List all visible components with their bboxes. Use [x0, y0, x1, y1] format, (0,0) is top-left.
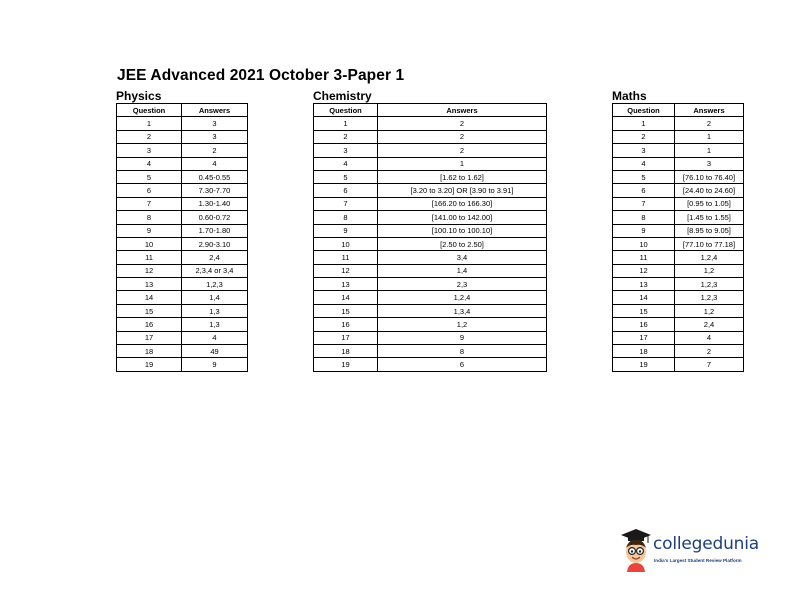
question-number-cell: 12	[117, 264, 182, 277]
column-header-question: Question	[117, 104, 182, 117]
table-row	[117, 117, 248, 130]
answer-cell: 1	[378, 157, 547, 170]
table-row	[117, 211, 248, 224]
question-number-cell: 4	[117, 157, 182, 170]
question-number-cell: 14	[117, 291, 182, 304]
collegedunia-logo	[619, 526, 759, 574]
question-number-cell: 16	[314, 318, 378, 331]
question-number-cell: 16	[613, 318, 675, 331]
question-number-cell: 5	[613, 170, 675, 183]
question-number-cell: 3	[314, 144, 378, 157]
question-number-cell: 16	[117, 318, 182, 331]
table-row	[314, 197, 547, 210]
question-number-cell: 2	[314, 130, 378, 143]
answer-cell: 1,3	[182, 318, 248, 331]
chemistry-section	[313, 89, 547, 372]
answer-cell: 2,3,4 or 3,4	[182, 264, 248, 277]
question-number-cell: 13	[613, 278, 675, 291]
answer-cell: 2,3	[378, 278, 547, 291]
question-number-cell: 9	[117, 224, 182, 237]
question-number-cell: 11	[314, 251, 378, 264]
table-row	[613, 304, 744, 317]
answer-cell: 4	[182, 331, 248, 344]
question-number-cell: 1	[613, 117, 675, 130]
answer-cell: 1,2	[675, 264, 744, 277]
table-row	[613, 264, 744, 277]
table-row	[314, 130, 547, 143]
answer-cell: [166.20 to 166.30]	[378, 197, 547, 210]
question-number-cell: 18	[613, 345, 675, 358]
question-number-cell: 3	[613, 144, 675, 157]
question-number-cell: 5	[117, 170, 182, 183]
table-row	[117, 157, 248, 170]
section-heading: Chemistry	[313, 89, 372, 103]
logo-tagline: India's Largest Student Review Platform	[654, 558, 742, 563]
table-row	[613, 358, 744, 371]
maths-section	[612, 89, 744, 372]
answer-cell: 2,4	[675, 318, 744, 331]
table-row	[117, 184, 248, 197]
table-row	[314, 157, 547, 170]
question-number-cell: 10	[613, 237, 675, 250]
answer-cell: 1	[675, 144, 744, 157]
question-number-cell: 18	[117, 345, 182, 358]
answer-cell: [8.95 to 9.05]	[675, 224, 744, 237]
answer-cell: 7	[675, 358, 744, 371]
answer-cell: [3.20 to 3.20] OR [3.90 to 3.91]	[378, 184, 547, 197]
table-row	[314, 358, 547, 371]
answer-cell: 2	[378, 144, 547, 157]
answer-cell: [77.10 to 77.18]	[675, 237, 744, 250]
question-number-cell: 6	[613, 184, 675, 197]
answer-cell: [0.95 to 1.05]	[675, 197, 744, 210]
table-row	[613, 291, 744, 304]
table-row	[613, 318, 744, 331]
answer-cell: 1,2,3	[675, 291, 744, 304]
question-number-cell: 1	[314, 117, 378, 130]
question-number-cell: 8	[117, 211, 182, 224]
answer-cell: 1	[675, 130, 744, 143]
answer-cell: 3,4	[378, 251, 547, 264]
table-row	[314, 264, 547, 277]
table-row	[117, 291, 248, 304]
table-row	[117, 358, 248, 371]
chemistry-answer-table	[313, 103, 547, 372]
section-heading: Maths	[612, 89, 647, 103]
answer-cell: 2	[378, 130, 547, 143]
question-number-cell: 5	[314, 170, 378, 183]
question-number-cell: 18	[314, 345, 378, 358]
question-number-cell: 9	[314, 224, 378, 237]
question-number-cell: 2	[613, 130, 675, 143]
table-row	[613, 170, 744, 183]
answer-cell: 4	[182, 157, 248, 170]
answer-cell: [141.00 to 142.00]	[378, 211, 547, 224]
table-row	[314, 318, 547, 331]
table-row	[314, 304, 547, 317]
table-row	[314, 291, 547, 304]
answer-cell: 1,2,4	[675, 251, 744, 264]
table-row	[314, 224, 547, 237]
answer-cell: 1.70-1.80	[182, 224, 248, 237]
answer-cell: [1.45 to 1.55]	[675, 211, 744, 224]
table-row	[613, 211, 744, 224]
question-number-cell: 7	[613, 197, 675, 210]
table-row	[613, 251, 744, 264]
question-number-cell: 14	[613, 291, 675, 304]
answer-cell: 49	[182, 345, 248, 358]
column-header-answers: Answers	[182, 104, 248, 117]
physics-section	[116, 89, 248, 372]
answer-cell: 1,2,3	[182, 278, 248, 291]
table-row	[117, 144, 248, 157]
table-row	[117, 264, 248, 277]
section-heading: Physics	[116, 89, 162, 103]
answer-cell: 6	[378, 358, 547, 371]
table-row	[314, 184, 547, 197]
answer-cell: 1,3	[182, 304, 248, 317]
table-row	[314, 237, 547, 250]
table-row	[613, 237, 744, 250]
table-row	[117, 318, 248, 331]
question-number-cell: 9	[613, 224, 675, 237]
answer-cell: 2	[675, 117, 744, 130]
answer-cell: 3	[675, 157, 744, 170]
question-number-cell: 17	[117, 331, 182, 344]
answer-cell: 1,4	[182, 291, 248, 304]
table-row	[117, 304, 248, 317]
question-number-cell: 10	[314, 237, 378, 250]
question-number-cell: 13	[314, 278, 378, 291]
question-number-cell: 10	[117, 237, 182, 250]
answer-cell: [1.62 to 1.62]	[378, 170, 547, 183]
table-row	[117, 130, 248, 143]
table-row	[117, 345, 248, 358]
answer-cell: 9	[378, 331, 547, 344]
answer-cell: 4	[675, 331, 744, 344]
answer-cell: 7.30-7.70	[182, 184, 248, 197]
question-number-cell: 6	[117, 184, 182, 197]
answer-cell: 1,2	[378, 318, 547, 331]
table-row	[314, 251, 547, 264]
table-row	[613, 157, 744, 170]
table-row	[314, 144, 547, 157]
question-number-cell: 11	[117, 251, 182, 264]
question-number-cell: 8	[613, 211, 675, 224]
question-number-cell: 14	[314, 291, 378, 304]
answer-cell: 1.30-1.40	[182, 197, 248, 210]
answer-cell: 1,4	[378, 264, 547, 277]
question-number-cell: 15	[613, 304, 675, 317]
answer-cell: [2.50 to 2.50]	[378, 237, 547, 250]
answer-cell: 0.60-0.72	[182, 211, 248, 224]
answer-cell: [76.10 to 76.40]	[675, 170, 744, 183]
table-row	[314, 345, 547, 358]
table-row	[613, 130, 744, 143]
maths-answer-table	[612, 103, 744, 372]
table-row	[117, 237, 248, 250]
question-number-cell: 4	[613, 157, 675, 170]
column-header-answers: Answers	[378, 104, 547, 117]
table-row	[613, 144, 744, 157]
question-number-cell: 3	[117, 144, 182, 157]
table-row	[613, 331, 744, 344]
column-header-question: Question	[613, 104, 675, 117]
table-row	[613, 278, 744, 291]
question-number-cell: 7	[314, 197, 378, 210]
table-row	[314, 170, 547, 183]
question-number-cell: 17	[613, 331, 675, 344]
question-number-cell: 1	[117, 117, 182, 130]
table-row	[613, 184, 744, 197]
question-number-cell: 17	[314, 331, 378, 344]
table-row	[117, 170, 248, 183]
question-number-cell: 19	[314, 358, 378, 371]
page-title: JEE Advanced 2021 October 3-Paper 1	[117, 67, 405, 84]
table-row	[314, 278, 547, 291]
answer-cell: 2,4	[182, 251, 248, 264]
logo-wordmark: collegedunia	[653, 534, 759, 554]
answer-cell: 1,2	[675, 304, 744, 317]
answer-cell: 1,2,4	[378, 291, 547, 304]
table-row	[314, 117, 547, 130]
answer-cell: 8	[378, 345, 547, 358]
mascot-icon	[619, 526, 653, 572]
table-row	[117, 251, 248, 264]
table-row	[613, 345, 744, 358]
answer-cell: 1,2,3	[675, 278, 744, 291]
question-number-cell: 12	[314, 264, 378, 277]
column-header-question: Question	[314, 104, 378, 117]
question-number-cell: 2	[117, 130, 182, 143]
table-row	[613, 224, 744, 237]
table-row	[117, 224, 248, 237]
answer-cell: 3	[182, 130, 248, 143]
answer-cell: [100.10 to 100.10]	[378, 224, 547, 237]
table-row	[613, 197, 744, 210]
table-row	[314, 331, 547, 344]
question-number-cell: 7	[117, 197, 182, 210]
question-number-cell: 4	[314, 157, 378, 170]
question-number-cell: 6	[314, 184, 378, 197]
table-row	[117, 197, 248, 210]
question-number-cell: 15	[314, 304, 378, 317]
answer-cell: 1,3,4	[378, 304, 547, 317]
answer-cell: 2.90-3.10	[182, 237, 248, 250]
question-number-cell: 15	[117, 304, 182, 317]
answer-cell: 0.45-0.55	[182, 170, 248, 183]
question-number-cell: 8	[314, 211, 378, 224]
answer-cell: 2	[182, 144, 248, 157]
answer-cell: 2	[675, 345, 744, 358]
column-header-answers: Answers	[675, 104, 744, 117]
answer-cell: 3	[182, 117, 248, 130]
question-number-cell: 13	[117, 278, 182, 291]
question-number-cell: 12	[613, 264, 675, 277]
answer-cell: 9	[182, 358, 248, 371]
table-row	[117, 331, 248, 344]
question-number-cell: 11	[613, 251, 675, 264]
table-row	[314, 211, 547, 224]
table-row	[613, 117, 744, 130]
question-number-cell: 19	[613, 358, 675, 371]
question-number-cell: 19	[117, 358, 182, 371]
answer-cell: [24.40 to 24.60]	[675, 184, 744, 197]
physics-answer-table	[116, 103, 248, 372]
table-row	[117, 278, 248, 291]
answer-cell: 2	[378, 117, 547, 130]
